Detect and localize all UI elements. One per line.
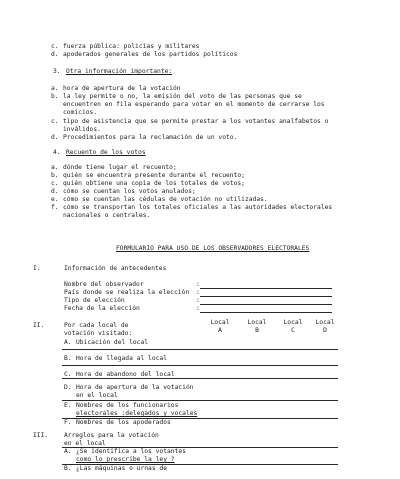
row-label: Hora de abandono del local [76,371,175,378]
field-colon: : [196,305,200,312]
column-header-local-a: Local A [210,319,230,334]
list-marker: a. [51,164,59,171]
list-marker: b. [51,93,59,100]
list-item: quién obtiene una copia de los totales de votos; [63,180,245,187]
column-header-local-b: Local B [247,319,267,334]
section-number: 3. [53,68,61,75]
column-header-local-d: Local D [315,319,335,334]
field-colon: : [196,281,200,288]
row-marker: F. [64,419,72,426]
list-item: la ley permite o no, la emisión del voto de las personas que se [63,93,302,100]
list-item-cont: encuentren en fila esperando para votar en el momento de cerrarse los [63,101,325,108]
row-label-cont: en el local [76,392,118,399]
row-marker: D. [64,384,72,391]
part-title: Información de antecedentes [64,265,167,272]
row-marker: B. [64,465,72,472]
list-item: cómo se cuentan los votos anulados; [63,188,196,195]
part-numeral: II. [33,322,45,329]
row-label: Nombres de los funcionarios [76,402,179,409]
field-label: País donde se realiza la elección [64,289,190,296]
row-marker: C. [64,371,72,378]
row-marker: B. [64,355,72,362]
section-number: 4. [53,149,61,156]
row-rule-arrival[interactable] [62,365,338,366]
row-label: Hora de apertura de la votación [76,384,194,391]
list-marker: d. [51,188,59,195]
part-title: Por cada local de [64,322,129,329]
part-title-cont: en el local [64,440,106,447]
list-marker: d. [51,134,59,141]
row-label: Ubicación del local [76,339,149,346]
part-numeral: I. [33,265,41,272]
row-label-cont: como lo prescribe la ley ? [76,456,175,463]
section-heading: Recuento de los votos [66,149,146,156]
row-label: ¿Se identifica a los votantes [76,448,186,455]
election-type-field[interactable] [200,304,332,305]
form-title: FORMULARIO PARA USO DE LOS OBSERVADORES ELECTORALES [116,245,310,252]
list-marker: d. [51,51,59,58]
list-item: quién se encuentra presente durante el recuento; [63,172,245,179]
column-header-local-c: Local C [283,319,303,334]
list-item: fuerza pública: policías y militares [63,43,200,50]
section-heading: Otra información importante: [66,68,173,75]
row-label: Nombres de los apoderados [76,419,171,426]
row-label: ¿Las máquinas o urnas de [76,465,167,472]
row-label: Hora de llegada al local [76,355,167,362]
list-item: Procedimientos para la reclamación de un voto. [63,134,238,141]
election-date-field[interactable] [200,312,332,313]
row-rule-location[interactable] [62,349,338,350]
part-title-cont: votación visitado: [64,330,133,337]
row-rule-opening[interactable] [62,400,338,401]
list-marker: b. [51,172,59,179]
field-label: Fecha de la elección [64,305,140,312]
observer-name-field[interactable] [200,288,332,289]
row-label-cont: electorales :delegados y vocales [76,410,198,417]
field-label: Tipo de elección [64,297,125,304]
list-marker: c. [51,180,59,187]
list-item-cont: nacionales o centrales. [63,212,151,219]
row-rule-departure[interactable] [62,378,338,379]
row-marker: A. [64,448,72,455]
field-colon: : [196,289,200,296]
list-marker: f. [51,204,59,211]
row-marker: E. [64,402,72,409]
list-item-cont: inválidos. [63,126,101,133]
row-marker: A. [64,339,72,346]
list-item: apoderados generales de los partidos políticos [63,51,238,58]
field-colon: : [196,297,200,304]
list-item: dónde tiene lugar el recuento; [63,164,177,171]
part-title: Arreglos para la votación [64,432,159,439]
list-item-cont: comicios. [63,109,98,116]
list-marker: c. [51,43,59,50]
list-marker: c. [51,118,59,125]
list-item: cómo se transportan los totales oficiales a las autoridades electorales [63,204,333,211]
list-item: tipo de asistencia que se permite prestar a los votantes analfabetos o [63,118,329,125]
field-label: Nombre del observador [64,281,144,288]
list-item: cómo se cuentan las cédulas de votación no utilizadas. [63,196,268,203]
list-item: hora de apertura de la votación [63,85,181,92]
list-marker: a. [51,85,59,92]
list-marker: e. [51,196,59,203]
election-country-field[interactable] [200,296,332,297]
part-numeral: III. [33,432,49,439]
